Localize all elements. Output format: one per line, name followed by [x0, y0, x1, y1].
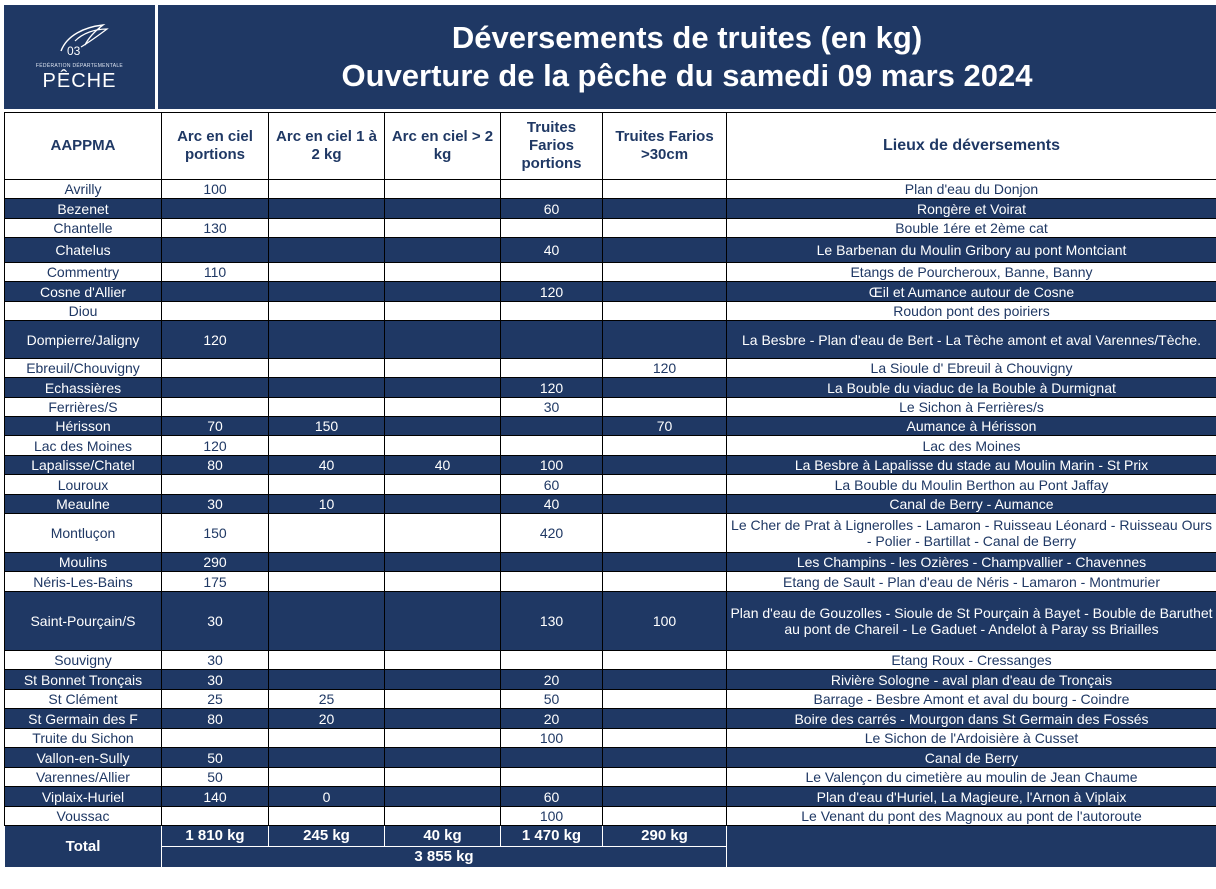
cell-arc-over-2kg — [385, 282, 501, 302]
cell-lieux: Aumance à Hérisson — [727, 417, 1216, 436]
cell-arc-portions — [162, 807, 269, 826]
cell-lieux: Etangs de Pourcheroux, Banne, Banny — [727, 263, 1216, 282]
cell-arc-over-2kg — [385, 302, 501, 321]
cell-arc-portions: 175 — [162, 572, 269, 592]
cell-aappma: Avrilly — [5, 180, 162, 199]
cell-farios-portions — [501, 572, 603, 592]
table-row — [5, 690, 1216, 709]
cell-arc-1-2kg — [269, 436, 385, 456]
cell-arc-over-2kg — [385, 553, 501, 572]
cell-farios-30cm — [603, 238, 727, 263]
cell-lieux: Canal de Berry — [727, 748, 1216, 768]
stocking-table — [4, 112, 1216, 868]
total-row — [5, 826, 1216, 847]
cell-lieux: Le Sichon à Ferrières/s — [727, 398, 1216, 417]
cell-arc-portions: 70 — [162, 417, 269, 436]
cell-arc-portions: 25 — [162, 690, 269, 709]
cell-farios-30cm — [603, 456, 727, 475]
cell-arc-over-2kg — [385, 787, 501, 807]
cell-lieux: Lac des Moines — [727, 436, 1216, 456]
cell-arc-portions: 120 — [162, 321, 269, 359]
cell-aappma: Hérisson — [5, 417, 162, 436]
cell-arc-portions — [162, 475, 269, 495]
cell-arc-1-2kg — [269, 651, 385, 670]
cell-farios-30cm — [603, 398, 727, 417]
cell-arc-portions — [162, 282, 269, 302]
table-row — [5, 495, 1216, 514]
federation-logo — [4, 5, 158, 109]
cell-farios-30cm — [603, 282, 727, 302]
cell-arc-over-2kg — [385, 321, 501, 359]
table-row — [5, 321, 1216, 359]
col-arc-1-2kg: Arc en ciel 1 à 2 kg — [269, 113, 385, 180]
cell-farios-portions — [501, 436, 603, 456]
cell-aappma: St Bonnet Tronçais — [5, 670, 162, 690]
col-arc-over-2kg: Arc en ciel > 2 kg — [385, 113, 501, 180]
cell-farios-30cm — [603, 514, 727, 553]
cell-farios-portions: 130 — [501, 592, 603, 651]
table-row — [5, 359, 1216, 378]
cell-farios-portions: 100 — [501, 456, 603, 475]
cell-arc-portions: 100 — [162, 180, 269, 199]
cell-arc-portions: 30 — [162, 495, 269, 514]
cell-arc-over-2kg — [385, 729, 501, 748]
cell-farios-30cm — [603, 436, 727, 456]
cell-aappma: Vallon-en-Sully — [5, 748, 162, 768]
cell-lieux: Etang Roux - Cressanges — [727, 651, 1216, 670]
cell-arc-over-2kg — [385, 651, 501, 670]
column-header-row — [5, 113, 1216, 180]
cell-farios-portions — [501, 748, 603, 768]
cell-arc-1-2kg: 150 — [269, 417, 385, 436]
cell-aappma: Louroux — [5, 475, 162, 495]
cell-farios-30cm — [603, 263, 727, 282]
cell-aappma: Saint-Pourçain/S — [5, 592, 162, 651]
cell-arc-portions: 80 — [162, 709, 269, 729]
cell-arc-over-2kg — [385, 263, 501, 282]
cell-arc-over-2kg — [385, 180, 501, 199]
cell-arc-over-2kg — [385, 748, 501, 768]
cell-arc-1-2kg — [269, 514, 385, 553]
table-row — [5, 514, 1216, 553]
cell-farios-portions — [501, 359, 603, 378]
header-banner — [4, 5, 1216, 112]
cell-farios-30cm — [603, 690, 727, 709]
cell-lieux: La Besbre à Lapalisse du stade au Moulin Marin - St Prix — [727, 456, 1216, 475]
cell-arc-over-2kg — [385, 199, 501, 219]
cell-arc-over-2kg — [385, 514, 501, 553]
cell-lieux: Plan d'eau de Gouzolles - Sioule de St Pourçain à Bayet - Bouble de Baruthet au pont de Chareil - Le Gaduet - Andelot à Paray ss Briailles — [727, 592, 1216, 651]
cell-arc-over-2kg — [385, 768, 501, 787]
cell-arc-over-2kg — [385, 219, 501, 238]
cell-aappma: Voussac — [5, 807, 162, 826]
cell-lieux: Le Valençon du cimetière au moulin de Jean Chaume — [727, 768, 1216, 787]
cell-arc-portions — [162, 378, 269, 398]
table-row — [5, 553, 1216, 572]
cell-farios-30cm — [603, 378, 727, 398]
cell-aappma: Lac des Moines — [5, 436, 162, 456]
cell-arc-1-2kg — [269, 807, 385, 826]
cell-aappma: St Clément — [5, 690, 162, 709]
cell-farios-portions: 40 — [501, 238, 603, 263]
cell-arc-portions — [162, 238, 269, 263]
cell-arc-1-2kg: 0 — [269, 787, 385, 807]
cell-aappma: Echassières — [5, 378, 162, 398]
cell-farios-30cm — [603, 495, 727, 514]
table-row — [5, 651, 1216, 670]
grand-total: 3 855 kg — [162, 847, 727, 868]
cell-farios-portions — [501, 302, 603, 321]
col-lieux: Lieux de déversements — [727, 113, 1216, 180]
cell-farios-portions: 420 — [501, 514, 603, 553]
table-row — [5, 729, 1216, 748]
table-row — [5, 282, 1216, 302]
cell-farios-30cm — [603, 180, 727, 199]
cell-lieux: La Bouble du viaduc de la Bouble à Durmignat — [727, 378, 1216, 398]
cell-farios-30cm — [603, 651, 727, 670]
cell-lieux: Le Barbenan du Moulin Gribory au pont Montciant — [727, 238, 1216, 263]
table-row — [5, 238, 1216, 263]
cell-farios-portions: 20 — [501, 670, 603, 690]
col-farios-portions: Truites Farios portions — [501, 113, 603, 180]
total-farios-30cm: 290 kg — [603, 826, 727, 847]
cell-arc-portions: 80 — [162, 456, 269, 475]
logo-brand-text: PÊCHE — [42, 70, 117, 92]
total-farios-portions: 1 470 kg — [501, 826, 603, 847]
table-row — [5, 787, 1216, 807]
cell-arc-1-2kg — [269, 282, 385, 302]
table-row — [5, 263, 1216, 282]
cell-farios-30cm — [603, 748, 727, 768]
table-row — [5, 768, 1216, 787]
table-row — [5, 199, 1216, 219]
cell-arc-portions: 30 — [162, 670, 269, 690]
cell-arc-over-2kg — [385, 417, 501, 436]
cell-arc-portions — [162, 199, 269, 219]
cell-lieux: La Bouble du Moulin Berthon au Pont Jaffay — [727, 475, 1216, 495]
cell-arc-1-2kg — [269, 572, 385, 592]
cell-aappma: Néris-Les-Bains — [5, 572, 162, 592]
table-row — [5, 475, 1216, 495]
cell-farios-30cm — [603, 475, 727, 495]
cell-arc-portions — [162, 302, 269, 321]
cell-lieux: Œil et Aumance autour de Cosne — [727, 282, 1216, 302]
title-line-2: Ouverture de la pêche du samedi 09 mars 2024 — [341, 58, 1033, 93]
cell-farios-portions: 100 — [501, 729, 603, 748]
cell-arc-over-2kg — [385, 436, 501, 456]
cell-farios-30cm — [603, 199, 727, 219]
cell-aappma: Bezenet — [5, 199, 162, 219]
cell-arc-1-2kg — [269, 378, 385, 398]
total-arc-1-2kg: 245 kg — [269, 826, 385, 847]
cell-farios-portions — [501, 768, 603, 787]
cell-arc-1-2kg — [269, 302, 385, 321]
table-row — [5, 709, 1216, 729]
cell-farios-30cm — [603, 787, 727, 807]
cell-farios-portions — [501, 651, 603, 670]
cell-lieux: Barrage - Besbre Amont et aval du bourg - Coindre — [727, 690, 1216, 709]
cell-arc-1-2kg — [269, 321, 385, 359]
cell-arc-portions: 30 — [162, 651, 269, 670]
table-row — [5, 592, 1216, 651]
cell-lieux: Bouble 1ére et 2ème cat — [727, 219, 1216, 238]
cell-arc-1-2kg — [269, 180, 385, 199]
table-row — [5, 436, 1216, 456]
cell-arc-over-2kg — [385, 807, 501, 826]
cell-aappma: Chatelus — [5, 238, 162, 263]
table-row — [5, 456, 1216, 475]
title-block — [158, 5, 1216, 109]
cell-farios-portions: 60 — [501, 199, 603, 219]
table-row — [5, 670, 1216, 690]
cell-arc-1-2kg — [269, 359, 385, 378]
cell-farios-30cm — [603, 321, 727, 359]
cell-farios-portions: 20 — [501, 709, 603, 729]
fish-logo-icon — [45, 21, 115, 61]
cell-aappma: Viplaix-Huriel — [5, 787, 162, 807]
cell-lieux: Plan d'eau d'Huriel, La Magieure, l'Arnon à Viplaix — [727, 787, 1216, 807]
cell-arc-1-2kg — [269, 553, 385, 572]
cell-arc-over-2kg — [385, 359, 501, 378]
cell-aappma: Ebreuil/Chouvigny — [5, 359, 162, 378]
cell-farios-portions: 60 — [501, 475, 603, 495]
cell-arc-1-2kg — [269, 263, 385, 282]
cell-aappma: Chantelle — [5, 219, 162, 238]
cell-farios-30cm — [603, 807, 727, 826]
cell-farios-portions — [501, 417, 603, 436]
cell-aappma: Ferrières/S — [5, 398, 162, 417]
cell-arc-1-2kg: 10 — [269, 495, 385, 514]
table-row — [5, 807, 1216, 826]
cell-aappma: Montluçon — [5, 514, 162, 553]
cell-farios-30cm: 70 — [603, 417, 727, 436]
cell-arc-1-2kg — [269, 729, 385, 748]
cell-aappma: Moulins — [5, 553, 162, 572]
total-arc-over-2kg: 40 kg — [385, 826, 501, 847]
cell-lieux: Rongère et Voirat — [727, 199, 1216, 219]
cell-arc-1-2kg — [269, 475, 385, 495]
cell-aappma: Souvigny — [5, 651, 162, 670]
col-farios-30cm: Truites Farios >30cm — [603, 113, 727, 180]
cell-arc-portions — [162, 729, 269, 748]
spreadsheet — [4, 5, 1216, 868]
cell-arc-portions — [162, 359, 269, 378]
cell-arc-over-2kg — [385, 690, 501, 709]
cell-arc-portions: 50 — [162, 768, 269, 787]
cell-farios-30cm — [603, 709, 727, 729]
cell-farios-portions: 60 — [501, 787, 603, 807]
cell-farios-portions — [501, 180, 603, 199]
cell-farios-portions: 40 — [501, 495, 603, 514]
table-row — [5, 748, 1216, 768]
cell-arc-1-2kg: 25 — [269, 690, 385, 709]
cell-arc-1-2kg — [269, 199, 385, 219]
cell-arc-portions: 130 — [162, 219, 269, 238]
cell-arc-over-2kg — [385, 238, 501, 263]
cell-farios-30cm — [603, 729, 727, 748]
title-line-1: Déversements de truites (en kg) — [451, 20, 923, 55]
cell-farios-30cm — [603, 302, 727, 321]
col-aappma: AAPPMA — [5, 113, 162, 180]
cell-farios-portions: 120 — [501, 282, 603, 302]
cell-arc-1-2kg — [269, 592, 385, 651]
table-row — [5, 572, 1216, 592]
table-row — [5, 398, 1216, 417]
cell-farios-portions — [501, 553, 603, 572]
cell-farios-portions: 50 — [501, 690, 603, 709]
cell-arc-over-2kg — [385, 475, 501, 495]
cell-arc-portions: 110 — [162, 263, 269, 282]
cell-farios-30cm: 100 — [603, 592, 727, 651]
cell-farios-portions: 100 — [501, 807, 603, 826]
cell-arc-over-2kg — [385, 670, 501, 690]
cell-arc-portions: 30 — [162, 592, 269, 651]
cell-arc-portions: 150 — [162, 514, 269, 553]
cell-aappma: Commentry — [5, 263, 162, 282]
cell-aappma: Cosne d'Allier — [5, 282, 162, 302]
cell-lieux: Plan d'eau du Donjon — [727, 180, 1216, 199]
cell-lieux: Canal de Berry - Aumance — [727, 495, 1216, 514]
cell-farios-30cm — [603, 768, 727, 787]
cell-lieux: La Besbre - Plan d'eau de Bert - La Tèche amont et aval Varennes/Tèche. — [727, 321, 1216, 359]
cell-lieux: Etang de Sault - Plan d'eau de Néris - Lamaron - Montmurier — [727, 572, 1216, 592]
cell-arc-over-2kg — [385, 378, 501, 398]
cell-arc-over-2kg: 40 — [385, 456, 501, 475]
cell-arc-portions: 50 — [162, 748, 269, 768]
cell-aappma: Dompierre/Jaligny — [5, 321, 162, 359]
cell-aappma: Meaulne — [5, 495, 162, 514]
cell-arc-1-2kg — [269, 219, 385, 238]
table-row — [5, 378, 1216, 398]
cell-farios-30cm — [603, 572, 727, 592]
cell-arc-portions: 290 — [162, 553, 269, 572]
cell-lieux: Rivière Sologne - aval plan d'eau de Tronçais — [727, 670, 1216, 690]
cell-lieux: Boire des carrés - Mourgon dans St Germain des Fossés — [727, 709, 1216, 729]
logo-federation-text: FÉDÉRATION DÉPARTEMENTALE — [35, 63, 124, 69]
table-row — [5, 417, 1216, 436]
cell-farios-30cm — [603, 219, 727, 238]
cell-lieux: La Sioule d' Ebreuil à Chouvigny — [727, 359, 1216, 378]
total-label: Total — [5, 826, 162, 868]
cell-arc-1-2kg — [269, 238, 385, 263]
total-lieux-blank — [727, 826, 1216, 868]
cell-arc-1-2kg: 20 — [269, 709, 385, 729]
logo-number: 03 — [66, 44, 80, 58]
col-arc-portions: Arc en ciel portions — [162, 113, 269, 180]
cell-arc-over-2kg — [385, 495, 501, 514]
table-row — [5, 302, 1216, 321]
cell-arc-1-2kg — [269, 768, 385, 787]
cell-farios-portions — [501, 321, 603, 359]
cell-aappma: Diou — [5, 302, 162, 321]
cell-arc-1-2kg — [269, 670, 385, 690]
cell-farios-portions: 30 — [501, 398, 603, 417]
cell-lieux: Le Venant du pont des Magnoux au pont de l'autoroute — [727, 807, 1216, 826]
cell-farios-30cm: 120 — [603, 359, 727, 378]
cell-arc-over-2kg — [385, 572, 501, 592]
cell-aappma: Varennes/Allier — [5, 768, 162, 787]
cell-arc-portions — [162, 398, 269, 417]
cell-lieux: Le Sichon de l'Ardoisière à Cusset — [727, 729, 1216, 748]
cell-farios-portions — [501, 219, 603, 238]
cell-lieux: Les Champins - les Ozières - Champvallier - Chavennes — [727, 553, 1216, 572]
table-row — [5, 180, 1216, 199]
cell-aappma: Truite du Sichon — [5, 729, 162, 748]
cell-farios-30cm — [603, 553, 727, 572]
cell-farios-portions: 120 — [501, 378, 603, 398]
cell-arc-over-2kg — [385, 398, 501, 417]
cell-aappma: St Germain des F — [5, 709, 162, 729]
cell-arc-1-2kg: 40 — [269, 456, 385, 475]
cell-arc-portions: 140 — [162, 787, 269, 807]
cell-farios-30cm — [603, 670, 727, 690]
cell-arc-over-2kg — [385, 709, 501, 729]
cell-arc-1-2kg — [269, 748, 385, 768]
cell-lieux: Roudon pont des poiriers — [727, 302, 1216, 321]
cell-arc-over-2kg — [385, 592, 501, 651]
cell-lieux: Le Cher de Prat à Lignerolles - Lamaron - Ruisseau Léonard - Ruisseau Ours - Polier - Bartillat - Canal de Berry — [727, 514, 1216, 553]
cell-arc-portions: 120 — [162, 436, 269, 456]
cell-farios-portions — [501, 263, 603, 282]
table-row — [5, 219, 1216, 238]
total-arc-portions: 1 810 kg — [162, 826, 269, 847]
cell-aappma: Lapalisse/Chatel — [5, 456, 162, 475]
cell-arc-1-2kg — [269, 398, 385, 417]
